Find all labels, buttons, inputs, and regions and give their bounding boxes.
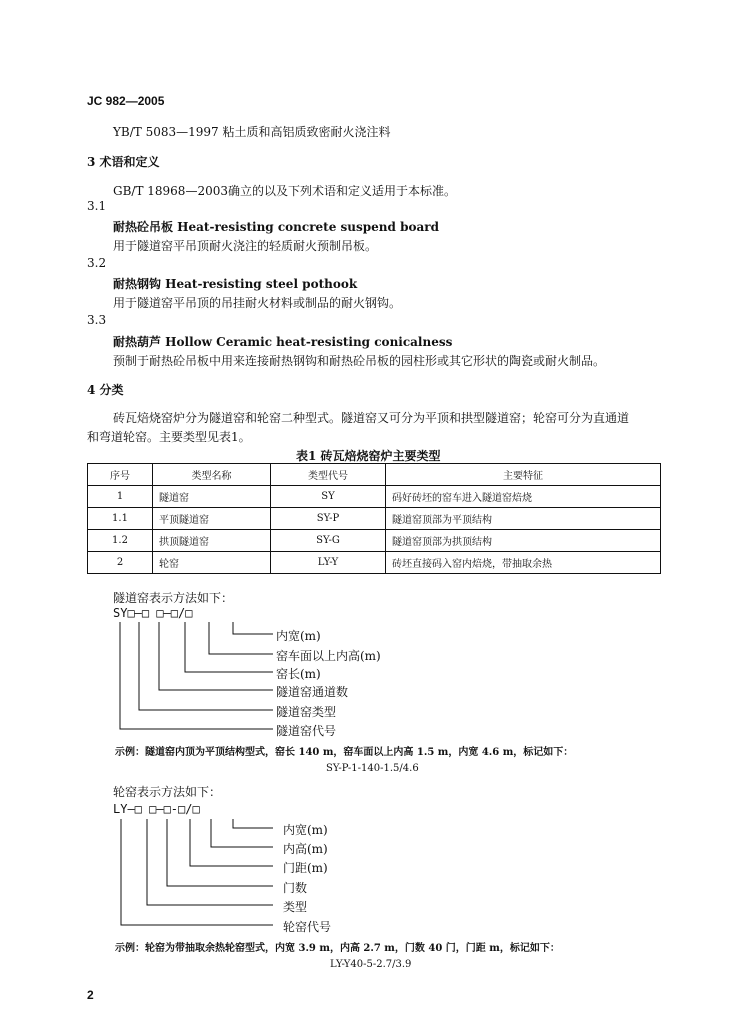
- section-3-intro: GB/T 18968—2003确立的以及下列术语和定义适用于本标准。: [113, 184, 456, 198]
- table-cell: 2: [88, 552, 153, 574]
- term-title: 耐热葫芦 Hollow Ceramic heat-resisting conicalness: [113, 335, 453, 349]
- term-definition: 预制于耐热砼吊板中用来连接耐热钢钩和耐热砼吊板的园柱形或其它形状的陶瓷或耐火制品。: [113, 354, 606, 368]
- tunnel-example-mark: SY-P-1-140-1.5/4.6: [326, 763, 419, 774]
- tunnel-label-length: 窑长(m): [276, 667, 321, 681]
- table-cell: 码好砖坯的窑车进入隧道窑焙烧: [386, 486, 661, 508]
- term-definition: 用于隧道窑平吊顶耐火浇注的轻质耐火预制吊板。: [113, 239, 378, 253]
- column-header: 主要特征: [386, 464, 661, 486]
- term-title: 耐热钢钩 Heat-resisting steel pothook: [113, 277, 358, 291]
- tunnel-kiln-notation-title: 隧道窑表示方法如下：: [113, 591, 234, 605]
- ring-kiln-notation-title: 轮窑表示方法如下：: [113, 785, 222, 799]
- ring-label-inner-width: 内宽(m): [283, 823, 328, 837]
- tunnel-label-code: 隧道窑代号: [276, 724, 337, 738]
- tunnel-label-inner-height: 窑车面以上内高(m): [276, 649, 381, 663]
- table-cell: 砖坯直接码入窑内焙烧，带抽取余热: [386, 552, 661, 574]
- tunnel-example: 示例：隧道窑内顶为平顶结构型式，窑长 140 m，窑车面以上内高 1.5 m，内宽 4.6 m，标记如下：: [115, 747, 574, 758]
- tunnel-label-inner-width: 内宽(m): [276, 629, 321, 643]
- page-number: 2: [87, 988, 94, 1002]
- table-cell: 平顶隧道窑: [153, 508, 271, 530]
- column-header: 类型代号: [271, 464, 386, 486]
- table-cell: 隧道窑: [153, 486, 271, 508]
- table-cell: SY-P: [271, 508, 386, 530]
- term-number: 3.3: [87, 313, 107, 327]
- term-number: 3.2: [87, 256, 107, 270]
- ring-kiln-code-template: LY—□ □—□-□/□: [113, 802, 200, 816]
- section-4-heading: 4 分类: [87, 383, 124, 397]
- table-cell: SY: [271, 486, 386, 508]
- normative-reference: YB/T 5083—1997 粘土质和高铝质致密耐火浇注料: [113, 125, 391, 139]
- ring-label-inner-height: 内高(m): [283, 842, 328, 856]
- table-cell: LY-Y: [271, 552, 386, 574]
- table-caption: 表1 砖瓦焙烧窑炉主要类型: [296, 449, 441, 463]
- ring-label-door-count: 门数: [283, 881, 308, 895]
- section-4-paragraph-cont: 和弯道轮窑。主要类型见表1。: [87, 430, 251, 444]
- table-cell: 隧道窑顶部为平顶结构: [386, 508, 661, 530]
- column-header: 序号: [88, 464, 153, 486]
- tunnel-label-channels: 隧道窑通道数: [276, 685, 349, 699]
- table-cell: SY-G: [271, 530, 386, 552]
- term-number: 3.1: [87, 199, 107, 213]
- term-title: 耐热砼吊板 Heat-resisting concrete suspend board: [113, 220, 439, 234]
- document-id: JC 982—2005: [87, 94, 165, 108]
- term-definition: 用于隧道窑平吊顶的吊挂耐火材料或制品的耐火钢钩。: [113, 296, 402, 310]
- tunnel-label-type: 隧道窑类型: [276, 705, 337, 719]
- table-cell: 隧道窑顶部为拱顶结构: [386, 530, 661, 552]
- table-cell: 1: [88, 486, 153, 508]
- ring-label-door-spacing: 门距(m): [283, 861, 328, 875]
- column-header: 类型名称: [153, 464, 271, 486]
- ring-label-type: 类型: [283, 900, 308, 914]
- table-cell: 轮窑: [153, 552, 271, 574]
- table-cell: 拱顶隧道窑: [153, 530, 271, 552]
- ring-label-code: 轮窑代号: [283, 920, 332, 934]
- tunnel-kiln-code-template: SY□—□ □—□/□: [113, 606, 193, 620]
- table-cell: 1.1: [88, 508, 153, 530]
- ring-example: 示例：轮窑为带抽取余热轮窑型式，内宽 3.9 m，内高 2.7 m，门数 40 门，门距 m，标记如下：: [115, 943, 560, 954]
- table-cell: 1.2: [88, 530, 153, 552]
- section-3-heading: 3 术语和定义: [87, 155, 160, 169]
- section-4-paragraph: 砖瓦焙烧窑炉分为隧道窑和轮窑二种型式。隧道窑又可分为平顶和拱型隧道窑；轮窑可分为直通道: [113, 411, 630, 425]
- ring-example-mark: LY-Y40-5-2.7/3.9: [330, 959, 412, 970]
